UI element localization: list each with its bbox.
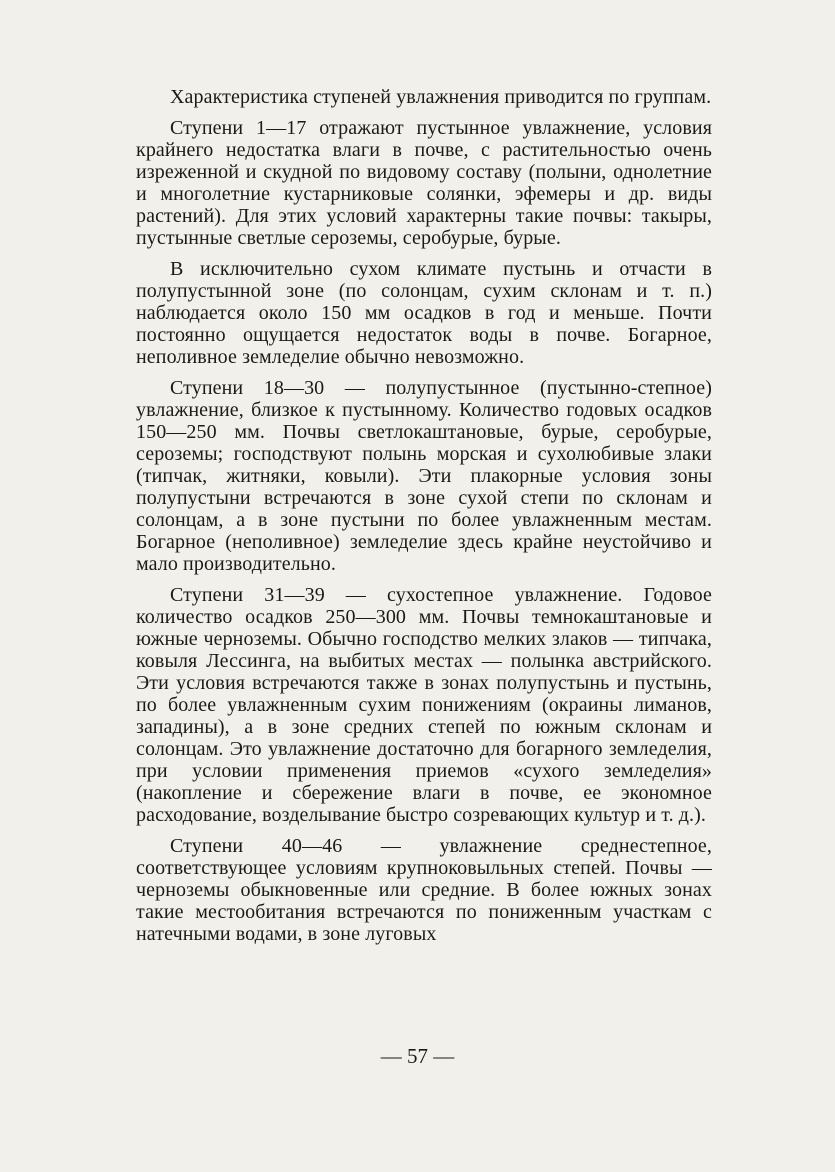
paragraph-steps-1-17: Ступени 1—17 отражают пустынное увлажнение, условия крайнего недостатка влаги в почве, с растительностью очень изреженной и скудной по видовому составу (полыни, однолетние и многолетние кустарниковые солянки, эфемеры и др. виды растений). Для этих условий характерны такие почвы: такыры, пустынные светлые сероземы, серобурые, бурые. — [136, 117, 712, 249]
page-body — [136, 86, 712, 954]
paragraph-desert-climate: В исключительно сухом климате пустынь и отчасти в полупустынной зоне (по солонцам, сухим склонам и т. п.) наблюдается около 150 мм осадков в год и меньше. Почти постоянно ощущается недостаток воды в почве. Богарное, неполивное земледелие обычно невозможно. — [136, 258, 712, 368]
paragraph-intro: Характеристика ступеней увлажнения приводится по группам. — [170, 86, 712, 108]
paragraph-steps-18-30: Ступени 18—30 — полупустынное (пустынно-степное) увлажнение, близкое к пустынному. Количество годовых осадков 150—250 мм. Почвы светлокаштановые, бурые, серобурые, сероземы; господствуют полынь морская и сухолюбивые злаки (типчак, житняки, ковыли). Эти плакорные условия зоны полупустыни встречаются в зоне сухой степи по склонам и солонцам, а в зоне пустыни по более увлажненным местам. Богарное (неполивное) земледелие здесь крайне неустойчиво и мало производительно. — [136, 377, 712, 575]
paragraph-steps-31-39: Ступени 31—39 — сухостепное увлажнение. Годовое количество осадков 250—300 мм. Почвы темнокаштановые и южные черноземы. Обычно господство мелких злаков — типчака, ковыля Лессинга, на выбитых местах — полынка австрийского. Эти условия встречаются также в зонах полупустынь и пустынь, по более увлажненным сухим понижениям (окраины лиманов, западины), а в зоне средних степей по южным склонам и солонцам. Это увлажнение достаточно для богарного земледелия, при условии применения приемов «сухого земледелия» (накопление и сбережение влаги в почве, ее экономное расходование, возделывание быстро созревающих культур и т. д.). — [136, 584, 712, 826]
page-number: — 57 — — [380, 1044, 455, 1068]
paragraph-steps-40-46: Ступени 40—46 — увлажнение среднестепное, соответствующее условиям крупноковыльных степей. Почвы — черноземы обыкновенные или средние. В более южных зонах такие местообитания встречаются по пониженным участкам с натечными водами, в зоне луговых — [136, 835, 712, 945]
